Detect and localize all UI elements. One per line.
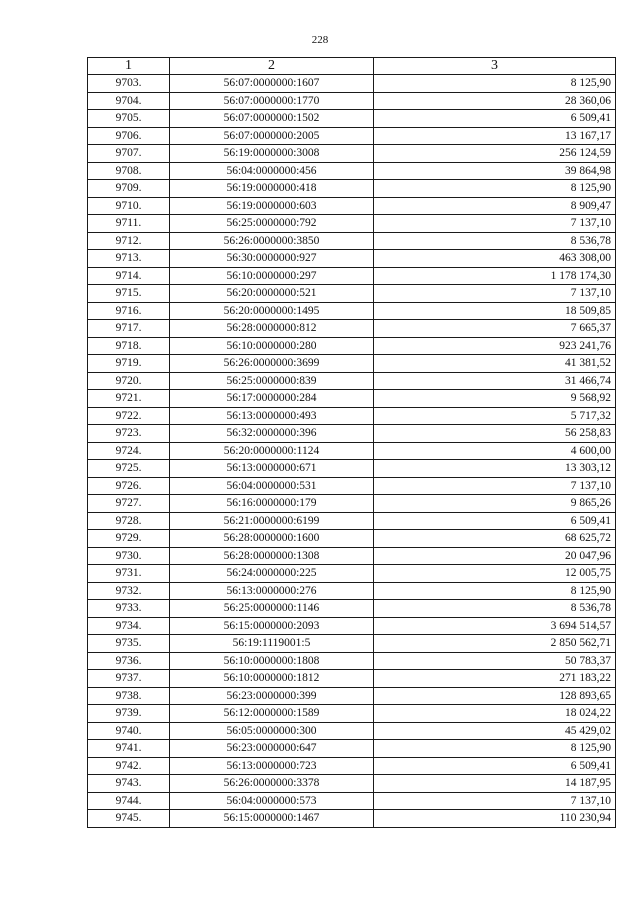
cadastral-number-cell: 56:10:0000000:297 (170, 267, 374, 285)
value-cell: 12 005,75 (374, 565, 616, 583)
table-row (88, 145, 616, 163)
value-cell: 8 909,47 (374, 197, 616, 215)
value-cell: 7 137,10 (374, 792, 616, 810)
row-number-cell: 9738. (88, 687, 170, 705)
table-row (88, 407, 616, 425)
cadastral-number-cell: 56:20:0000000:1495 (170, 302, 374, 320)
cadastral-number-cell: 56:30:0000000:927 (170, 250, 374, 268)
cadastral-number-cell: 56:23:0000000:647 (170, 740, 374, 758)
value-cell: 128 893,65 (374, 687, 616, 705)
row-number-cell: 9723. (88, 425, 170, 443)
row-number-cell: 9726. (88, 477, 170, 495)
cadastral-number-cell: 56:28:0000000:1600 (170, 530, 374, 548)
cadastral-number-cell: 56:10:0000000:280 (170, 337, 374, 355)
value-cell: 463 308,00 (374, 250, 616, 268)
row-number-cell: 9728. (88, 512, 170, 530)
value-cell: 45 429,02 (374, 722, 616, 740)
page-number: 228 (311, 34, 329, 46)
cadastral-number-cell: 56:17:0000000:284 (170, 390, 374, 408)
value-cell: 20 047,96 (374, 547, 616, 565)
cadastral-number-cell: 56:25:0000000:1146 (170, 600, 374, 618)
cadastral-number-cell: 56:20:0000000:521 (170, 285, 374, 303)
row-number-cell: 9705. (88, 110, 170, 128)
row-number-cell: 9741. (88, 740, 170, 758)
table-row (88, 757, 616, 775)
value-cell: 1 178 174,30 (374, 267, 616, 285)
row-number-cell: 9725. (88, 460, 170, 478)
table-row (88, 582, 616, 600)
cadastral-number-cell: 56:32:0000000:396 (170, 425, 374, 443)
value-cell: 8 125,90 (374, 75, 616, 93)
table-row (88, 530, 616, 548)
table-row (88, 670, 616, 688)
row-number-cell: 9717. (88, 320, 170, 338)
table-row (88, 302, 616, 320)
value-cell: 923 241,76 (374, 337, 616, 355)
cadastral-number-cell: 56:15:0000000:1467 (170, 810, 374, 828)
row-number-cell: 9724. (88, 442, 170, 460)
cadastral-number-cell: 56:25:0000000:839 (170, 372, 374, 390)
table-row (88, 705, 616, 723)
cadastral-number-cell: 56:28:0000000:812 (170, 320, 374, 338)
table-row (88, 722, 616, 740)
row-number-cell: 9706. (88, 127, 170, 145)
row-number-cell: 9716. (88, 302, 170, 320)
value-cell: 256 124,59 (374, 145, 616, 163)
cadastral-number-cell: 56:07:0000000:1607 (170, 75, 374, 93)
row-number-cell: 9745. (88, 810, 170, 828)
row-number-cell: 9718. (88, 337, 170, 355)
table-row (88, 320, 616, 338)
value-cell: 7 137,10 (374, 285, 616, 303)
cadastral-number-cell: 56:15:0000000:2093 (170, 617, 374, 635)
value-cell: 8 536,78 (374, 600, 616, 618)
row-number-cell: 9712. (88, 232, 170, 250)
table-row (88, 495, 616, 513)
value-cell: 50 783,37 (374, 652, 616, 670)
row-number-cell: 9714. (88, 267, 170, 285)
value-cell: 68 625,72 (374, 530, 616, 548)
table-row (88, 687, 616, 705)
cadastral-number-cell: 56:19:0000000:603 (170, 197, 374, 215)
table-row (88, 180, 616, 198)
row-number-cell: 9743. (88, 775, 170, 793)
row-number-cell: 9739. (88, 705, 170, 723)
value-cell: 39 864,98 (374, 162, 616, 180)
value-cell: 9 568,92 (374, 390, 616, 408)
table-row (88, 162, 616, 180)
row-number-cell: 9722. (88, 407, 170, 425)
value-cell: 2 850 562,71 (374, 635, 616, 653)
table-row (88, 75, 616, 93)
row-number-cell: 9734. (88, 617, 170, 635)
table-row (88, 232, 616, 250)
cadastral-number-cell: 56:13:0000000:276 (170, 582, 374, 600)
data-table (87, 57, 616, 828)
row-number-cell: 9733. (88, 600, 170, 618)
table-row (88, 442, 616, 460)
value-cell: 110 230,94 (374, 810, 616, 828)
table-row (88, 635, 616, 653)
cadastral-number-cell: 56:26:0000000:3699 (170, 355, 374, 373)
table-header-row (88, 58, 616, 75)
table-row (88, 337, 616, 355)
cadastral-number-cell: 56:07:0000000:1770 (170, 92, 374, 110)
table-row (88, 127, 616, 145)
row-number-cell: 9704. (88, 92, 170, 110)
table-row (88, 285, 616, 303)
cadastral-number-cell: 56:05:0000000:300 (170, 722, 374, 740)
table-row (88, 792, 616, 810)
row-number-cell: 9707. (88, 145, 170, 163)
value-cell: 8 125,90 (374, 180, 616, 198)
table-row (88, 600, 616, 618)
row-number-cell: 9737. (88, 670, 170, 688)
cadastral-number-cell: 56:20:0000000:1124 (170, 442, 374, 460)
column-header-3: 3 (374, 58, 616, 75)
row-number-cell: 9744. (88, 792, 170, 810)
value-cell: 28 360,06 (374, 92, 616, 110)
table-row (88, 425, 616, 443)
value-cell: 9 865,26 (374, 495, 616, 513)
cadastral-number-cell: 56:28:0000000:1308 (170, 547, 374, 565)
table-row (88, 512, 616, 530)
row-number-cell: 9708. (88, 162, 170, 180)
table-row (88, 547, 616, 565)
row-number-cell: 9729. (88, 530, 170, 548)
value-cell: 13 167,17 (374, 127, 616, 145)
row-number-cell: 9736. (88, 652, 170, 670)
value-cell: 8 125,90 (374, 740, 616, 758)
table-row (88, 390, 616, 408)
value-cell: 41 381,52 (374, 355, 616, 373)
cadastral-number-cell: 56:07:0000000:2005 (170, 127, 374, 145)
row-number-cell: 9715. (88, 285, 170, 303)
table-row (88, 810, 616, 828)
cadastral-number-cell: 56:19:0000000:3008 (170, 145, 374, 163)
row-number-cell: 9740. (88, 722, 170, 740)
value-cell: 18 509,85 (374, 302, 616, 320)
cadastral-number-cell: 56:24:0000000:225 (170, 565, 374, 583)
value-cell: 271 183,22 (374, 670, 616, 688)
row-number-cell: 9742. (88, 757, 170, 775)
column-header-1: 1 (88, 58, 170, 75)
value-cell: 8 125,90 (374, 582, 616, 600)
table-row (88, 215, 616, 233)
table-row (88, 617, 616, 635)
cadastral-number-cell: 56:13:0000000:493 (170, 407, 374, 425)
table-row (88, 197, 616, 215)
value-cell: 18 024,22 (374, 705, 616, 723)
value-cell: 4 600,00 (374, 442, 616, 460)
value-cell: 5 717,32 (374, 407, 616, 425)
row-number-cell: 9713. (88, 250, 170, 268)
cadastral-number-cell: 56:12:0000000:1589 (170, 705, 374, 723)
table-row (88, 477, 616, 495)
value-cell: 14 187,95 (374, 775, 616, 793)
cadastral-number-cell: 56:10:0000000:1812 (170, 670, 374, 688)
table-row (88, 267, 616, 285)
cadastral-number-cell: 56:25:0000000:792 (170, 215, 374, 233)
row-number-cell: 9710. (88, 197, 170, 215)
table-row (88, 355, 616, 373)
cadastral-number-cell: 56:07:0000000:1502 (170, 110, 374, 128)
table-row (88, 460, 616, 478)
cadastral-number-cell: 56:19:1119001:5 (170, 635, 374, 653)
value-cell: 8 536,78 (374, 232, 616, 250)
row-number-cell: 9732. (88, 582, 170, 600)
row-number-cell: 9703. (88, 75, 170, 93)
cadastral-number-cell: 56:13:0000000:671 (170, 460, 374, 478)
value-cell: 6 509,41 (374, 110, 616, 128)
value-cell: 7 137,10 (374, 477, 616, 495)
cadastral-number-cell: 56:16:0000000:179 (170, 495, 374, 513)
cadastral-number-cell: 56:04:0000000:573 (170, 792, 374, 810)
table-row (88, 652, 616, 670)
row-number-cell: 9711. (88, 215, 170, 233)
value-cell: 13 303,12 (374, 460, 616, 478)
value-cell: 6 509,41 (374, 512, 616, 530)
row-number-cell: 9735. (88, 635, 170, 653)
row-number-cell: 9719. (88, 355, 170, 373)
column-header-2: 2 (170, 58, 374, 75)
value-cell: 56 258,83 (374, 425, 616, 443)
row-number-cell: 9730. (88, 547, 170, 565)
row-number-cell: 9720. (88, 372, 170, 390)
value-cell: 3 694 514,57 (374, 617, 616, 635)
value-cell: 7 665,37 (374, 320, 616, 338)
row-number-cell: 9727. (88, 495, 170, 513)
value-cell: 31 466,74 (374, 372, 616, 390)
table-row (88, 775, 616, 793)
cadastral-number-cell: 56:23:0000000:399 (170, 687, 374, 705)
cadastral-number-cell: 56:26:0000000:3850 (170, 232, 374, 250)
table-row (88, 740, 616, 758)
cadastral-number-cell: 56:10:0000000:1808 (170, 652, 374, 670)
value-cell: 6 509,41 (374, 757, 616, 775)
row-number-cell: 9709. (88, 180, 170, 198)
cadastral-number-cell: 56:21:0000000:6199 (170, 512, 374, 530)
table-row (88, 250, 616, 268)
cadastral-number-cell: 56:04:0000000:456 (170, 162, 374, 180)
cadastral-number-cell: 56:04:0000000:531 (170, 477, 374, 495)
value-cell: 7 137,10 (374, 215, 616, 233)
table-row (88, 372, 616, 390)
table-row (88, 92, 616, 110)
row-number-cell: 9721. (88, 390, 170, 408)
table-body (88, 75, 616, 828)
table-row (88, 110, 616, 128)
row-number-cell: 9731. (88, 565, 170, 583)
cadastral-number-cell: 56:26:0000000:3378 (170, 775, 374, 793)
cadastral-number-cell: 56:13:0000000:723 (170, 757, 374, 775)
cadastral-number-cell: 56:19:0000000:418 (170, 180, 374, 198)
table-row (88, 565, 616, 583)
